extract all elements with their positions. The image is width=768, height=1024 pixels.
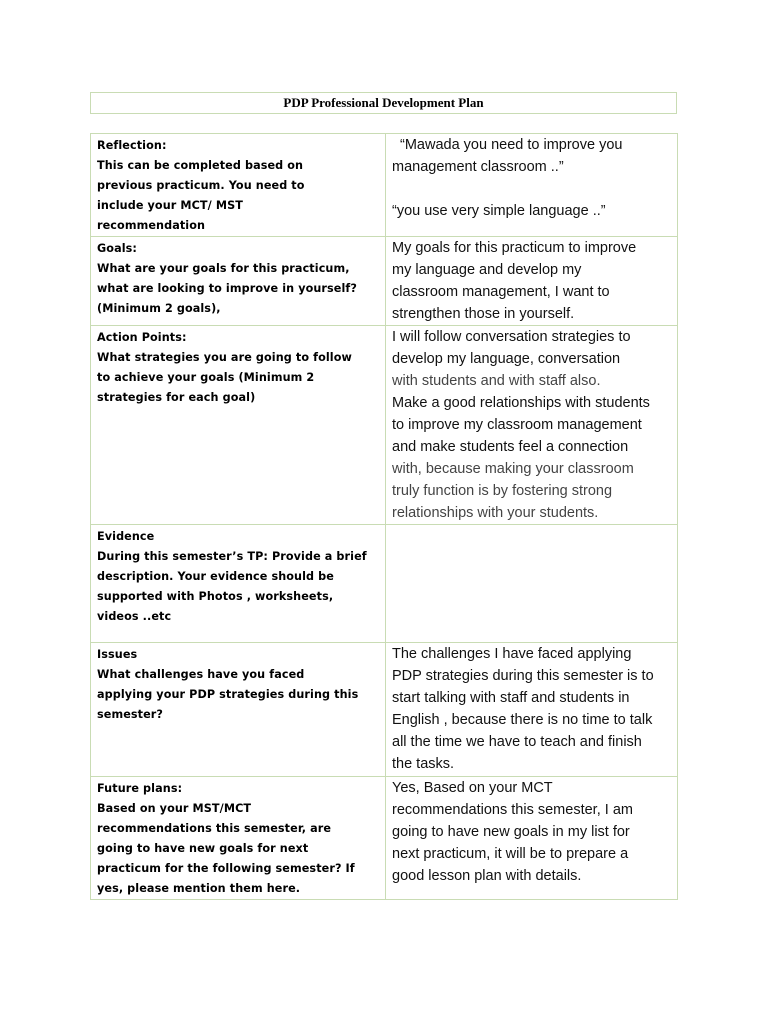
issues-prompt-cell [91,643,386,777]
reflection-prompt-line: This can be completed based on [97,159,304,172]
pdp-table [90,133,678,900]
issues-prompt-line: semester? [97,708,163,721]
evidence-prompt-line: During this semester’s TP: Provide a brief [97,550,367,563]
evidence-prompt-line: description. Your evidence should be [97,570,334,583]
issues-response-cell [386,643,678,777]
issues-response-line: English , because there is no time to talk [392,712,653,728]
action-points-response-line: to improve my classroom management [392,417,642,433]
issues-prompt-line: applying your PDP strategies during this [97,688,359,701]
goals-heading: Goals: [97,242,137,255]
future-plans-prompt-line: practicum for the following semester? If [97,862,355,875]
reflection-response-cell [386,134,678,237]
goals-response-line: my language and develop my [392,262,582,278]
issues-response-line: the tasks. [392,756,455,772]
reflection-prompt-cell [91,134,386,237]
future-plans-response-cell [386,777,678,900]
reflection-heading: Reflection: [97,139,167,152]
future-plans-prompt-line: yes, please mention them here. [97,882,301,895]
issues-response-line: all the time we have to teach and finish [392,734,642,750]
evidence-heading: Evidence [97,530,155,543]
table-row-reflection [91,134,678,237]
future-plans-heading: Future plans: [97,782,183,795]
evidence-prompt-cell [91,525,386,643]
future-plans-prompt-line: recommendations this semester, are [97,822,332,835]
evidence-response-cell [386,525,678,643]
table-row-goals [91,237,678,326]
action-points-response-line: with students and with staff also. [392,373,601,389]
action-points-response-line: with, because making your classroom [392,461,634,477]
paragraph-spacer [392,178,673,200]
goals-prompt-line: what are looking to improve in yourself? [97,282,357,295]
issues-prompt-line: What challenges have you faced [97,668,305,681]
goals-response-line: My goals for this practicum to improve [392,240,637,256]
table-row-issues [91,643,678,777]
future-plans-prompt-line: going to have new goals for next [97,842,309,855]
action-points-prompt-cell [91,326,386,525]
future-plans-prompt-cell [91,777,386,900]
action-points-response-line: Make a good relationships with students [392,395,650,411]
action-points-response-cell [386,326,678,525]
future-plans-response-line: good lesson plan with details. [392,868,582,884]
future-plans-prompt-line: Based on your MST/MCT [97,802,252,815]
goals-prompt-line: What are your goals for this practicum, [97,262,350,275]
reflection-quote-line: “you use very simple language ..” [392,203,606,219]
future-plans-response-line: Yes, Based on your MCT [392,780,553,796]
action-points-response-line: develop my language, conversation [392,351,621,367]
goals-prompt-line: (Minimum 2 goals), [97,302,221,315]
issues-heading: Issues [97,648,138,661]
table-row-action-points [91,326,678,525]
document-title: PDP Professional Development Plan [90,92,677,114]
action-points-response-line: truly function is by fostering strong [392,483,613,499]
goals-response-line: classroom management, I want to [392,284,610,300]
reflection-prompt-line: previous practicum. You need to [97,179,305,192]
evidence-prompt-line: supported with Photos , worksheets, [97,590,334,603]
reflection-prompt-line: include your MCT/ MST [97,199,243,212]
action-points-response-line: I will follow conversation strategies to [392,329,631,345]
table-row-evidence [91,525,678,643]
reflection-quote-line: management classroom ..” [392,159,564,175]
action-points-prompt-line: strategies for each goal) [97,391,256,404]
action-points-prompt-line: What strategies you are going to follow [97,351,352,364]
goals-prompt-cell [91,237,386,326]
issues-response-line: start talking with staff and students in [392,690,630,706]
action-points-response-line: and make students feel a connection [392,439,629,455]
goals-response-line: strengthen those in yourself. [392,306,575,322]
action-points-response-line: relationships with your students. [392,505,599,521]
action-points-prompt-line: to achieve your goals (Minimum 2 [97,371,315,384]
action-points-heading: Action Points: [97,331,187,344]
issues-response-line: The challenges I have faced applying [392,646,632,662]
issues-response-line: PDP strategies during this semester is to [392,668,654,684]
future-plans-response-line: going to have new goals in my list for [392,824,630,840]
future-plans-response-line: next practicum, it will be to prepare a [392,846,629,862]
evidence-prompt-line: videos ..etc [97,610,172,623]
future-plans-response-line: recommendations this semester, I am [392,802,633,818]
table-row-future-plans [91,777,678,900]
reflection-prompt-line: recommendation [97,219,206,232]
goals-response-cell [386,237,678,326]
reflection-quote-line: “Mawada you need to improve you [400,137,623,153]
